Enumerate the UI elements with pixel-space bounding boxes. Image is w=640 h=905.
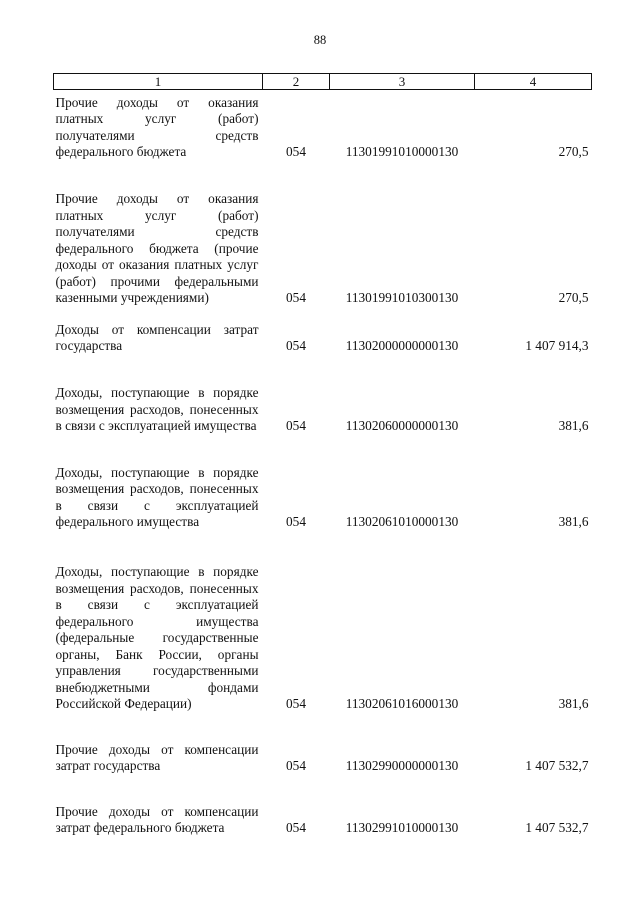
- row-kbk: 11302060000000130: [345, 418, 459, 433]
- row-kbk: 11301991010000130: [345, 144, 459, 159]
- table-header: [54, 74, 592, 90]
- row-kbk: 11302061016000130: [345, 696, 459, 711]
- row-kbk: 11302061010000130: [345, 514, 459, 529]
- header-col-4: 4: [475, 74, 592, 90]
- budget-table: [53, 73, 592, 842]
- row-amount: 1 407 532,7: [525, 820, 589, 835]
- header-row: [54, 74, 592, 90]
- row-description: Прочие доходы от компенсации затрат федерального бюджета: [55, 803, 259, 835]
- row-amount: 270,5: [558, 144, 589, 159]
- table-row: [54, 440, 592, 536]
- table-row: [54, 312, 592, 360]
- row-kbk: 11302991010000130: [345, 820, 459, 835]
- row-description: Доходы, поступающие в порядке возмещения расходов, понесенных в связи с эксплуатацией федерального имущества (федеральные государственные органы, Банк России, органы управления государственными внебюджетными фондами Российской Федерации): [55, 564, 259, 711]
- row-amount: 270,5: [558, 290, 589, 305]
- table-row: [54, 536, 592, 718]
- row-description: Доходы, поступающие в порядке возмещения расходов, понесенных в связи с эксплуатацией федерального имущества: [55, 464, 259, 529]
- row-code: 054: [286, 338, 306, 353]
- row-code: 054: [286, 144, 306, 159]
- row-code: 054: [286, 696, 306, 711]
- row-amount: 381,6: [558, 514, 589, 529]
- row-amount: 381,6: [558, 418, 589, 433]
- table-row: [54, 166, 592, 312]
- row-kbk: 11301991010300130: [345, 290, 459, 305]
- table-body: [54, 90, 592, 842]
- row-kbk: 11302000000000130: [345, 338, 459, 353]
- table-row: [54, 90, 592, 166]
- row-code: 054: [286, 418, 306, 433]
- row-description: Прочие доходы от оказания платных услуг (работ) получателями средств федерального бюджета: [55, 94, 259, 159]
- row-description: Доходы от компенсации затрат государства: [55, 321, 259, 353]
- header-col-3: 3: [330, 74, 475, 90]
- header-col-1: 1: [54, 74, 263, 90]
- page-number: 88: [313, 33, 327, 47]
- row-amount: 1 407 532,7: [525, 758, 589, 773]
- row-code: 054: [286, 514, 306, 529]
- row-amount: 1 407 914,3: [525, 338, 589, 353]
- row-kbk: 11302990000000130: [345, 758, 459, 773]
- header-col-2: 2: [263, 74, 330, 90]
- row-description: Прочие доходы от компенсации затрат государства: [55, 741, 259, 773]
- row-description: Прочие доходы от оказания платных услуг (работ) получателями средств федерального бюджета (прочие доходы от оказания платных услуг (работ) прочими федеральными казенными учреждениями): [55, 191, 259, 305]
- row-code: 054: [286, 820, 306, 835]
- table-row: [54, 718, 592, 780]
- row-amount: 381,6: [558, 696, 589, 711]
- table-row: [54, 360, 592, 440]
- table-row: [54, 780, 592, 842]
- row-code: 054: [286, 758, 306, 773]
- row-description: Доходы, поступающие в порядке возмещения расходов, понесенных в связи с эксплуатацией имущества: [55, 385, 259, 433]
- row-code: 054: [286, 290, 306, 305]
